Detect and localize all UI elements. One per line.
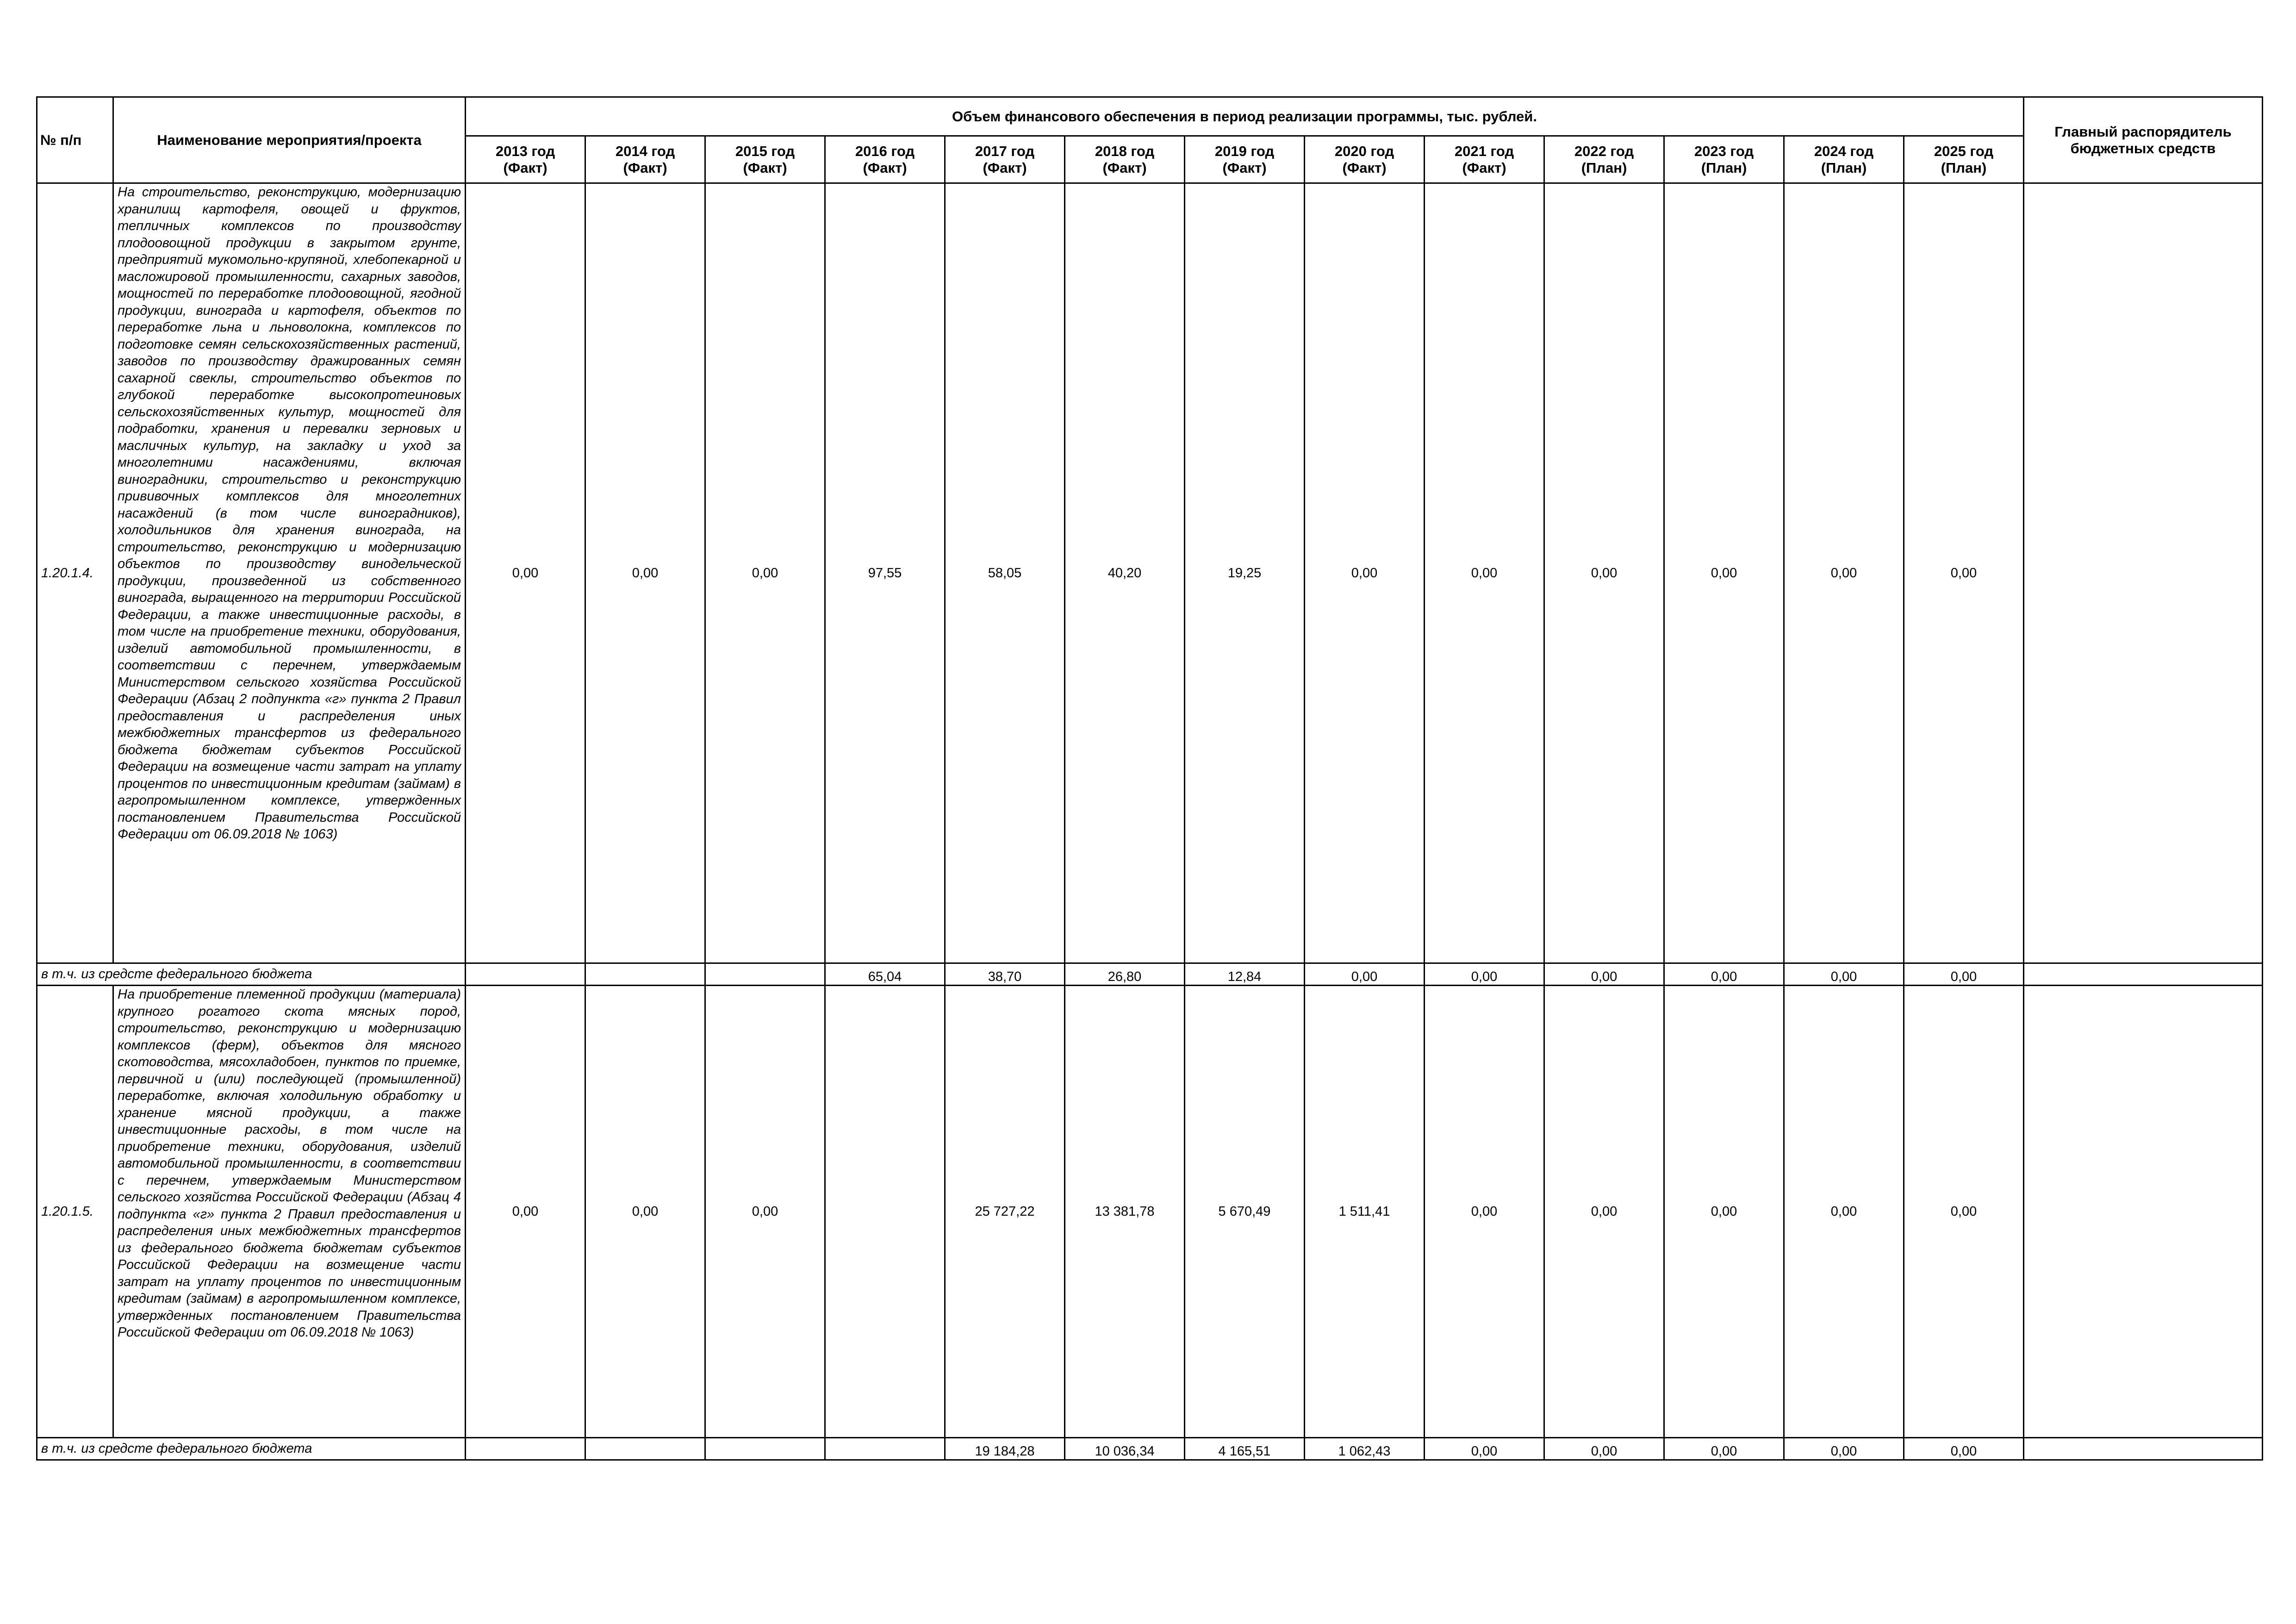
header-year-kind: (Факт) (503, 159, 548, 176)
row-value-cell: 0,00 (1664, 183, 1784, 963)
federal-value-cell: 0,00 (1425, 1438, 1544, 1460)
header-year-label: 2023 год (1694, 143, 1754, 159)
federal-value-cell: 1 062,43 (1305, 1438, 1425, 1460)
row-value-cell: 0,00 (585, 986, 705, 1438)
header-year-kind: (План) (1821, 159, 1867, 176)
federal-value-cell (585, 963, 705, 986)
row-value-cell: 5 670,49 (1185, 986, 1305, 1438)
federal-budget-label: в т.ч. из средсте федерального бюджета (37, 1438, 466, 1460)
header-year-label: 2014 год (615, 143, 675, 159)
federal-value-cell: 0,00 (1904, 1438, 2024, 1460)
header-year-label: 2021 год (1454, 143, 1514, 159)
federal-value-cell: 0,00 (1664, 1438, 1784, 1460)
header-year-label: 2020 год (1334, 143, 1394, 159)
row-description: На строительство, реконструкцию, модернизацию хранилищ картофеля, овощей и фруктов, тепличных комплексов по производству плодоовощной продукции в закрытом грунте, предприятий мукомольно-крупяной, хлебопекарной и масложировой промышленности, сахарных заводов, мощностей по переработке плодоовощной, ягодной продукции, винограда и картофеля, объектов по переработке льна и льноволокна, комплексов по подготовке семян сельскохозяйственных растений, заводов по производству дражированных семян сахарной свеклы, строительство объектов по глубокой переработке высокопротеиновых сельскохозяйственных культур, мощностей для подработки, хранения и перевалки зерновых и масличных культур, на закладку и уход за многолетними насаждениями, включая виноградники, строительство и реконструкцию прививочных комплексов для многолетних насаждений (в том числе виноградников), холодильников для хранения винограда, на строительство, реконструкцию и модернизацию объектов по производству винодельческой продукции, произведенной из собственного винограда, выращенного на территории Российской Федерации, а также инвестиционные расходы, в том числе на приобретение техники, оборудования, изделий автомобильной промышленности, в соответствии с перечнем, утверждаемым Министерством сельского хозяйства Российской Федерации (Абзац 2 подпункта «г» пункта 2 Правил предоставления и распределения иных межбюджетных трансфертов из федерального бюджета бюджетам субъектов Российской Федерации на возмещение части затрат на уплату процентов по инвестиционным кредитам (займам) в агропромышленном комплексе, утвержденных постановлением Правительства Российской Федерации от 06.09.2018 № 1063) (113, 183, 466, 963)
row-value-cell: 0,00 (1425, 183, 1544, 963)
row-value-cell: 0,00 (1544, 183, 1664, 963)
table-body (37, 183, 2263, 1460)
federal-value-cell: 0,00 (1784, 1438, 1904, 1460)
header-name: Наименование мероприятия/проекта (113, 97, 466, 183)
header-year-11 (1784, 136, 1904, 183)
header-funding-group: Объем финансового обеспечения в период реализации программы, тыс. рублей. (466, 97, 2024, 136)
header-year-kind: (План) (1701, 159, 1747, 176)
row-value-cell (825, 986, 945, 1438)
row-value-cell: 0,00 (1904, 986, 2024, 1438)
row-value-cell: 0,00 (1305, 183, 1425, 963)
header-year-0 (466, 136, 585, 183)
header-year-label: 2025 год (1934, 143, 1994, 159)
federal-value-cell: 26,80 (1065, 963, 1185, 986)
federal-value-cell (466, 963, 585, 986)
header-year-1 (585, 136, 705, 183)
header-year-12 (1904, 136, 2024, 183)
row-value-cell: 0,00 (705, 986, 825, 1438)
federal-value-cell: 0,00 (1664, 963, 1784, 986)
header-year-label: 2022 год (1574, 143, 1634, 159)
federal-value-cell: 0,00 (1784, 963, 1904, 986)
header-year-kind: (Факт) (983, 159, 1027, 176)
row-value-cell: 97,55 (825, 183, 945, 963)
row-value-cell: 0,00 (466, 986, 585, 1438)
header-year-kind: (Факт) (623, 159, 667, 176)
table-header (37, 97, 2263, 183)
header-year-9 (1544, 136, 1664, 183)
federal-value-cell: 0,00 (1904, 963, 2024, 986)
federal-value-cell: 10 036,34 (1065, 1438, 1185, 1460)
header-year-label: 2017 год (975, 143, 1035, 159)
federal-value-cell: 65,04 (825, 963, 945, 986)
header-year-label: 2019 год (1214, 143, 1275, 159)
row-value-cell: 0,00 (466, 183, 585, 963)
header-year-kind: (Факт) (1222, 159, 1267, 176)
federal-budget-label: в т.ч. из средсте федерального бюджета (37, 963, 466, 986)
row-value-cell: 0,00 (1425, 986, 1544, 1438)
header-year-kind: (Факт) (1102, 159, 1147, 176)
header-year-label: 2016 год (855, 143, 915, 159)
federal-value-cell (705, 963, 825, 986)
header-year-label: 2015 год (735, 143, 795, 159)
header-manager: Главный распорядитель бюджетных средств (2024, 97, 2263, 183)
federal-value-cell: 0,00 (1544, 963, 1664, 986)
row-value-cell: 0,00 (1784, 986, 1904, 1438)
table-row (37, 986, 2263, 1438)
header-year-4 (945, 136, 1065, 183)
federal-value-cell (585, 1438, 705, 1460)
header-year-2 (705, 136, 825, 183)
row-description: На приобретение племенной продукции (материала) крупного рогатого скота мясных пород, строительство, реконструкцию и модернизацию комплексов (ферм), объектов для мясного скотоводства, мясохладобоен, пунктов по приемке, первичной и (или) последующей (промышленной) переработке, включая холодильную обработку и хранение мясной продукции, а также инвестиционные расходы, в том числе на приобретение техники, оборудования, изделий автомобильной промышленности, в соответствии с перечнем, утверждаемым Министерством сельского хозяйства Российской Федерации (Абзац 4 подпункта «г» пункта 2 Правил предоставления и распределения иных межбюджетных трансфертов из федерального бюджета бюджетам субъектов Российской Федерации на возмещение части затрат на уплату процентов по инвестиционным кредитам (займам) в агропромышленном комплексе, утвержденных постановлением Правительства Российской Федерации от 06.09.2018 № 1063) (113, 986, 466, 1438)
header-year-kind: (Факт) (1342, 159, 1387, 176)
row-number: 1.20.1.5. (37, 986, 113, 1438)
federal-value-cell: 38,70 (945, 963, 1065, 986)
row-value-cell: 0,00 (705, 183, 825, 963)
header-year-6 (1185, 136, 1305, 183)
row-value-cell: 0,00 (1784, 183, 1904, 963)
header-year-kind: (Факт) (863, 159, 907, 176)
header-year-label: 2013 год (495, 143, 555, 159)
federal-value-cell: 12,84 (1185, 963, 1305, 986)
row-value-cell: 58,05 (945, 183, 1065, 963)
row-value-cell: 40,20 (1065, 183, 1185, 963)
header-year-10 (1664, 136, 1784, 183)
federal-value-cell: 19 184,28 (945, 1438, 1065, 1460)
header-year-5 (1065, 136, 1185, 183)
header-year-3 (825, 136, 945, 183)
federal-value-cell (466, 1438, 585, 1460)
row-value-cell: 25 727,22 (945, 986, 1065, 1438)
federal-value-cell (825, 1438, 945, 1460)
federal-manager-cell (2024, 963, 2263, 986)
header-year-label: 2018 год (1095, 143, 1155, 159)
row-value-cell: 1 511,41 (1305, 986, 1425, 1438)
federal-budget-row (37, 963, 2263, 986)
header-year-kind: (План) (1581, 159, 1627, 176)
header-year-kind: (Факт) (743, 159, 787, 176)
federal-value-cell (705, 1438, 825, 1460)
header-row-main (37, 97, 2263, 136)
header-year-label: 2024 год (1814, 143, 1874, 159)
federal-value-cell: 0,00 (1425, 963, 1544, 986)
row-value-cell: 13 381,78 (1065, 986, 1185, 1438)
row-number: 1.20.1.4. (37, 183, 113, 963)
row-value-cell: 0,00 (1904, 183, 2024, 963)
row-manager-cell (2024, 986, 2263, 1438)
federal-value-cell: 4 165,51 (1185, 1438, 1305, 1460)
row-value-cell: 0,00 (585, 183, 705, 963)
budget-table (36, 96, 2263, 1461)
row-value-cell: 19,25 (1185, 183, 1305, 963)
federal-value-cell: 0,00 (1544, 1438, 1664, 1460)
header-year-kind: (Факт) (1462, 159, 1506, 176)
header-year-7 (1305, 136, 1425, 183)
row-value-cell: 0,00 (1544, 986, 1664, 1438)
header-year-8 (1425, 136, 1544, 183)
federal-budget-row (37, 1438, 2263, 1460)
table-row (37, 183, 2263, 963)
header-num: № п/п (37, 97, 113, 183)
federal-value-cell: 0,00 (1305, 963, 1425, 986)
federal-manager-cell (2024, 1438, 2263, 1460)
header-year-kind: (План) (1941, 159, 1987, 176)
row-value-cell: 0,00 (1664, 986, 1784, 1438)
row-manager-cell (2024, 183, 2263, 963)
